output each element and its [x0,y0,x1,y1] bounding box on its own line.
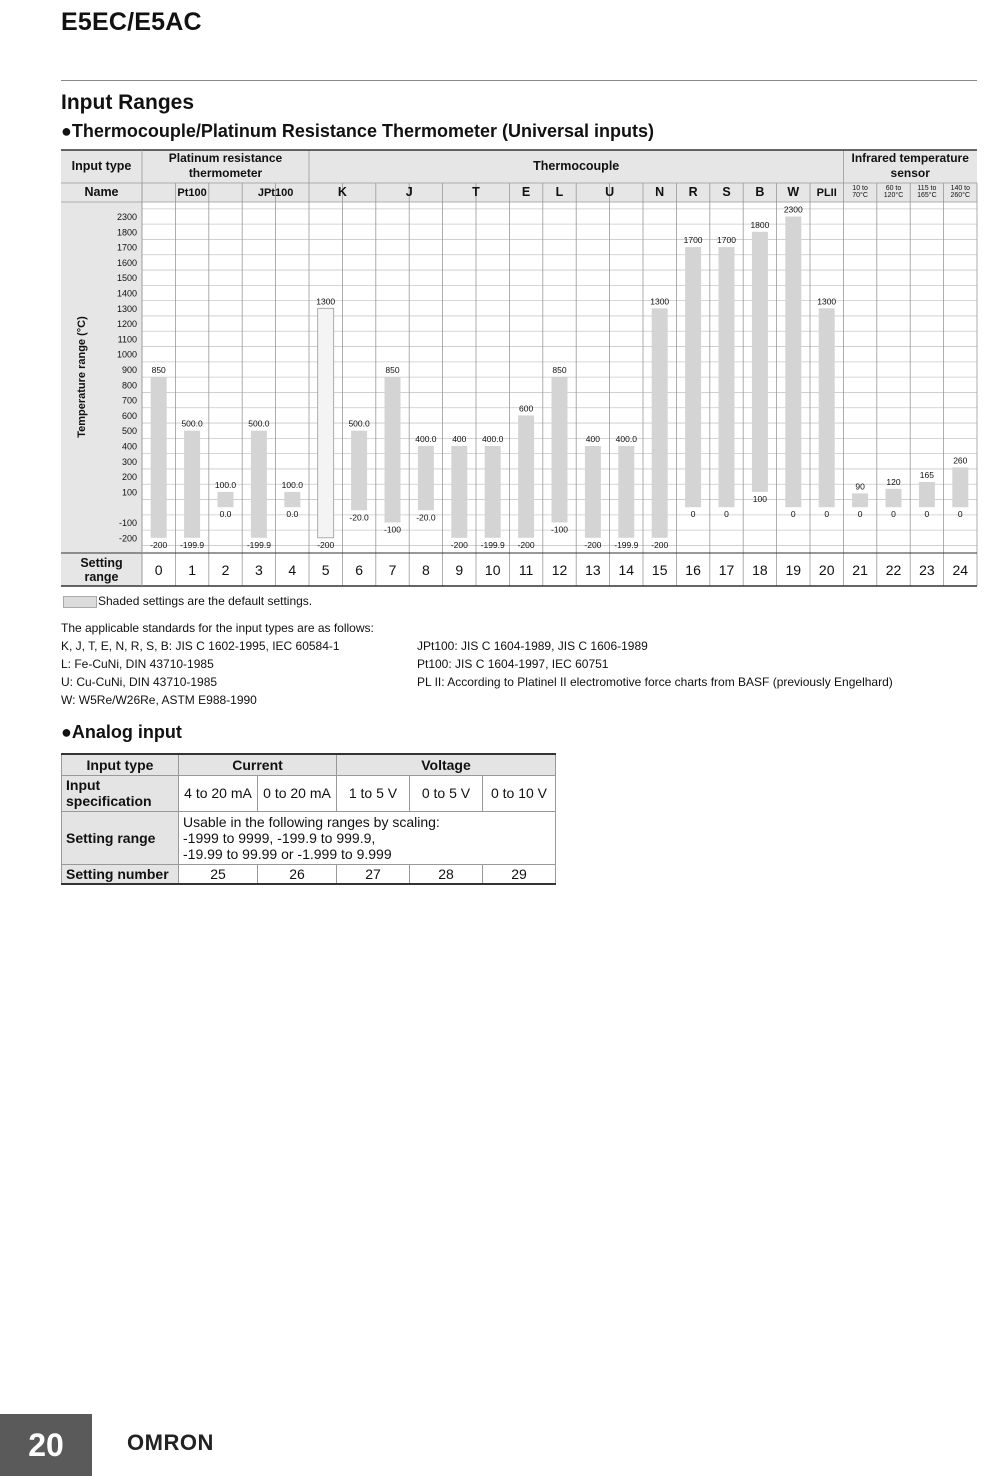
sensor-name: J [405,185,413,199]
setting-number: 17 [718,562,735,578]
bar-min-label: -200 [651,539,669,550]
bar-min-label: -199.9 [180,539,205,550]
bar-min-label: -100 [550,524,569,535]
bar-max-label: 100.0 [214,479,237,490]
range-bar [385,377,401,522]
brand-logo: OMRON [127,1430,214,1455]
analog-input-type-header: Input type [62,754,179,775]
range-bar [418,446,434,510]
y-tick-label: 200 [121,472,137,483]
bar-min-label: -200 [517,539,535,550]
sensor-name: 260°C [950,192,971,199]
setting-range-header: Setting [80,556,123,570]
analog-number-cell: 27 [337,864,410,884]
bar-min-label: 0 [857,509,863,520]
range-bar [585,446,601,538]
bar-max-label: 500.0 [348,418,370,429]
analog-voltage-header: Voltage [337,754,556,775]
range-bar [852,493,868,507]
platinum-group-header: thermometer [188,166,263,180]
section-title: Input Ranges [61,91,195,114]
bar-max-label: 1800 [750,219,770,230]
analog-input-table [61,753,556,885]
analog-number-cell: 28 [410,864,483,884]
y-tick-label: 1800 [116,227,137,238]
bar-min-label: 0 [690,509,696,520]
bar-max-label: 850 [552,365,567,376]
y-tick-label: 700 [121,395,137,406]
range-bar [318,308,334,538]
setting-number: 16 [685,562,701,578]
bar-min-label: -199.9 [246,539,271,550]
range-text-line: Usable in the following ranges by scaling: [183,813,440,830]
y-tick-label: 1500 [116,273,137,284]
legend-text: Shaded settings are the default settings. [98,594,313,608]
setting-number: 7 [388,562,397,578]
input-range-chart [0,0,1000,600]
bar-min-label: 0 [724,509,729,520]
sensor-name: JPt100 [257,187,294,199]
range-bar [952,467,968,507]
setting-number: 11 [518,562,534,578]
bar-min-label: -199.9 [614,539,639,550]
sensor-name: N [655,185,665,199]
platinum-group-header: Platinum resistance [168,151,283,165]
range-bar [819,308,835,507]
y-tick-label: 1000 [116,349,137,360]
y-tick-label: 1600 [116,257,137,268]
setting-number: 2 [221,562,230,578]
range-bar [485,446,501,538]
range-bar [618,446,634,538]
y-tick-label: 1400 [116,288,137,299]
range-text-line: -19.99 to 99.99 or -1.999 to 9.999 [183,845,392,862]
bar-max-label: 2300 [783,204,803,215]
setting-number: 0 [154,562,163,578]
setting-number: 14 [618,562,635,578]
setting-number: 22 [885,562,902,578]
infrared-group-header: Infrared temperature [851,151,969,165]
setting-number: 24 [952,562,969,578]
setting-number: 1 [188,562,196,578]
bar-min-label: 0.0 [286,509,299,520]
setting-number: 12 [551,562,568,578]
analog-spec-cell: 1 to 5 V [337,775,410,811]
sensor-name: 120°C [883,192,904,199]
y-tick-label: 2300 [116,212,137,222]
sensor-name: 70°C [852,192,868,199]
standard-line: W: W5Re/W26Re, ASTM E988-1990 [61,693,257,707]
bar-max-label: 1300 [316,296,336,307]
sensor-name: L [555,185,564,199]
thermocouple-group-header: Thermocouple [533,159,620,173]
range-bar [719,247,735,507]
analog-spec-header [62,775,179,811]
analog-range-cell [179,811,556,864]
range-bar [919,482,935,507]
bar-min-label: -200 [450,539,468,550]
y-tick-label: 800 [121,380,137,391]
bar-min-label: -100 [383,524,402,535]
range-bar [785,217,801,508]
y-axis-background [61,202,142,553]
y-tick-label: 1100 [117,334,137,345]
setting-number: 18 [752,562,768,578]
universal-inputs-heading: ●Thermocouple/Platinum Resistance Thermometer (Universal inputs) [61,121,655,141]
bar-max-label: 1700 [683,235,703,246]
y-tick-label: 500 [121,426,137,437]
input-type-header: Input type [71,159,132,173]
bar-max-label: 165 [919,469,934,480]
sensor-name: 60 to [885,185,902,192]
standard-line: L: Fe-CuNi, DIN 43710-1985 [61,657,214,671]
bar-max-label: 400 [585,434,600,444]
range-bar [184,431,200,538]
analog-spec-cell: 4 to 20 mA [179,775,258,811]
bar-min-label: -200 [584,539,602,550]
standard-line: U: Cu-CuNi, DIN 43710-1985 [61,675,218,689]
bar-min-label: 0 [957,509,963,520]
legend-swatch [63,596,97,608]
setting-number: 15 [651,562,668,578]
analog-range-header: Setting range [62,811,179,864]
analog-number-header: Setting number [62,864,179,884]
range-text-line: -1999 to 9999, -199.9 to 999.9, [183,829,376,846]
setting-number: 20 [818,562,835,578]
bar-max-label: 400.0 [615,434,637,444]
bar-max-label: 850 [385,365,400,376]
bar-max-label: 120 [886,476,901,487]
y-tick-label: -200 [118,533,137,544]
sensor-name: K [337,185,347,199]
standards-left-list [61,637,340,709]
sensor-name: PLII [816,187,837,199]
bar-max-label: 1700 [717,235,736,246]
setting-number: 5 [321,562,330,578]
setting-number: 21 [852,562,868,578]
setting-number: 6 [355,562,363,578]
standard-line: JPt100: JIS C 1604-1989, JIS C 1606-1989 [417,639,648,653]
setting-range-header: range [84,570,119,584]
name-header: Name [84,185,119,199]
range-bar [251,431,267,538]
range-bar [151,377,167,538]
standards-right-list [417,637,893,691]
analog-current-header: Current [179,754,337,775]
setting-number: 19 [785,562,802,578]
standards-intro: The applicable standards for the input types are as follows: [61,621,374,635]
analog-spec-cell: 0 to 20 mA [258,775,337,811]
analog-number-cell: 26 [258,864,337,884]
standard-line: PL II: According to Platinel II electromotive force charts from BASF (previously Engelhard) [417,675,893,689]
bar-min-label: -20.0 [349,512,369,523]
bar-max-label: 500.0 [181,418,203,429]
y-tick-label: -100 [118,518,137,528]
bar-max-label: 1300 [817,296,837,307]
standard-line: Pt100: JIS C 1604-1997, IEC 60751 [417,657,609,671]
page-number: 20 [0,1414,92,1476]
bar-min-label: 0 [824,509,830,520]
sensor-name: T [472,185,480,199]
bar-min-label: 100 [752,493,767,504]
range-bar [886,489,902,507]
bar-min-label: -200 [317,539,335,550]
range-bar [518,415,534,537]
sensor-name: W [787,185,800,199]
infrared-group-header: sensor [890,166,930,180]
bar-max-label: 400.0 [482,434,504,444]
spec-label-line: specification [66,793,152,809]
sensor-name: E [521,185,531,199]
bar-max-label: 1300 [650,296,670,307]
analog-input-heading: ●Analog input [61,722,182,742]
sensor-name: 115 to [917,185,937,192]
setting-number: 13 [585,562,601,578]
analog-number-cell: 29 [483,864,556,884]
sensor-name: B [755,185,765,199]
y-tick-label: 300 [121,456,137,467]
bar-min-label: -200 [150,539,168,550]
sensor-name: S [722,185,731,199]
bar-max-label: 500.0 [248,418,270,429]
setting-number: 3 [255,562,263,578]
bar-max-label: 400.0 [415,434,437,444]
bar-min-label: 0 [924,509,930,520]
setting-number: 8 [422,562,430,578]
range-bar [351,431,367,511]
range-bar [451,446,467,538]
analog-spec-cell: 0 to 10 V [483,775,556,811]
document-title: E5EC/E5AC [61,8,202,36]
y-tick-label: 1200 [116,319,137,330]
y-tick-label: 900 [121,365,137,375]
setting-number: 9 [455,562,464,578]
bar-max-label: 100.0 [281,479,303,490]
setting-number: 23 [919,562,935,578]
bar-min-label: -199.9 [480,539,505,550]
sensor-name: 165°C [917,192,937,199]
range-bar [284,492,300,507]
bar-max-label: 600 [519,403,534,414]
y-tick-label: 1300 [116,303,137,314]
sensor-name: 10 to [852,185,868,192]
analog-spec-cell: 0 to 5 V [410,775,483,811]
y-tick-label: 400 [121,441,137,452]
range-bar [752,232,768,492]
bar-min-label: -20.0 [416,512,436,523]
sensor-name: U [605,185,615,199]
standard-line: K, J, T, E, N, R, S, B: JIS C 1602-1995, IEC 60584-1 [61,639,340,653]
range-bar [652,308,668,538]
y-tick-label: 600 [121,410,137,421]
range-bar [552,377,568,522]
spec-label-line: Input [66,777,101,793]
bar-min-label: 0.0 [219,509,232,520]
y-tick-label: 100 [121,487,137,498]
bar-max-label: 400 [452,434,467,444]
bar-min-label: 0 [790,509,796,520]
bar-max-label: 90 [855,481,865,492]
y-tick-label: 1700 [116,242,137,253]
range-bar [685,247,701,507]
y-axis-label: Temperature range (°C) [76,316,88,438]
setting-number: 10 [484,562,501,578]
setting-number: 4 [288,562,297,578]
range-bar [218,492,234,507]
bar-min-label: 0 [891,509,896,520]
analog-number-cell: 25 [179,864,258,884]
bar-max-label: 850 [151,365,166,376]
bar-max-label: 260 [953,455,968,466]
sensor-name: R [688,185,698,199]
sensor-name: Pt100 [177,187,207,199]
sensor-name: 140 to [950,185,971,192]
